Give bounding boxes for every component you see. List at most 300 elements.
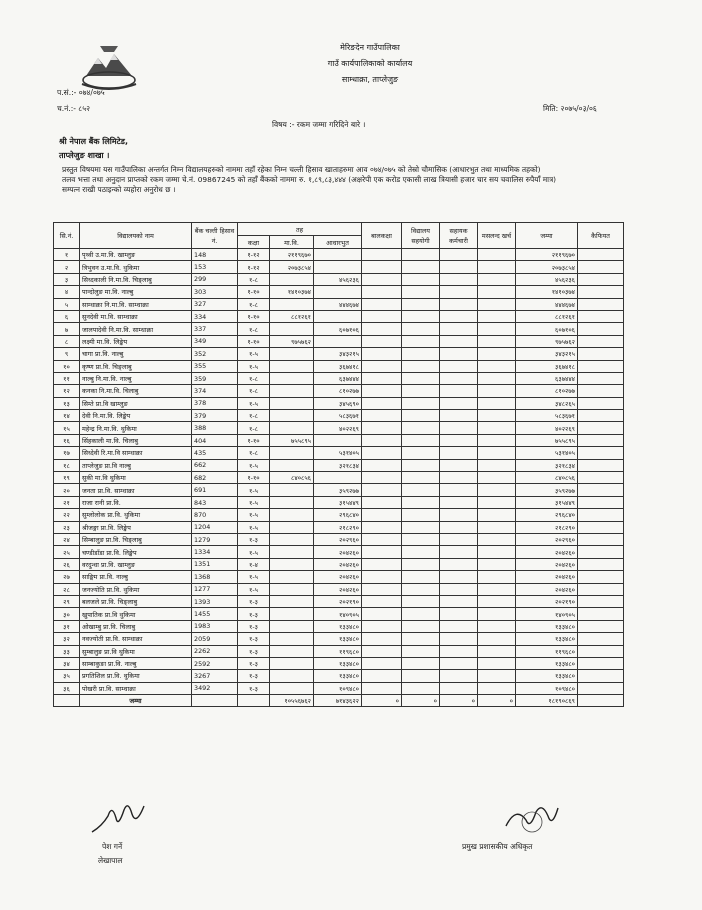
header-grade: कक्षा: [238, 236, 270, 249]
cell-sn: ९: [54, 348, 80, 360]
cell-name: खुपातिक प्रा.वि थुकिमा: [80, 608, 192, 620]
cell-sn: १८: [54, 459, 80, 471]
header-sn: सि.नं.: [54, 223, 80, 249]
cell-grade: १-३: [238, 533, 270, 545]
cell-sec: [270, 410, 314, 422]
table-row: [54, 657, 624, 669]
table-row: [54, 360, 624, 372]
cell-grade: १-५: [238, 583, 270, 595]
table-row: [54, 434, 624, 446]
cell-total: ६३७४४४: [516, 372, 578, 384]
cell-basic: १४०९०५: [314, 608, 362, 620]
cell-sn: १५: [54, 422, 80, 434]
cell-total: २९६८४०: [516, 509, 578, 521]
cell-sn: १: [54, 249, 80, 261]
cell-basic: १३३४८०: [314, 633, 362, 645]
cell-sec: [270, 360, 314, 372]
cell-basic: ३१५४४९: [314, 496, 362, 508]
cell-name: पोखरी प्रा.वि. साम्धाक्रा: [80, 682, 192, 694]
cell-grade: १-८: [238, 447, 270, 459]
table-row: [54, 496, 624, 508]
cell-sn: ३४: [54, 657, 80, 669]
cell-total: २०४२६०: [516, 583, 578, 595]
cell-grade: १-१०: [238, 335, 270, 347]
table-row: [54, 533, 624, 545]
table-row: [54, 608, 624, 620]
cell-sec: ९७५७६२: [270, 335, 314, 347]
cell-basic: १०९४८०: [314, 682, 362, 694]
cell-name: राजा रानी प्रा.वि.: [80, 496, 192, 508]
cell-basic: ६३७४४४: [314, 372, 362, 384]
cell-sec: [270, 558, 314, 570]
cell-name: सुनदेवी मा.वि. साम्धाक्रा: [80, 310, 192, 322]
cell-sn: २६: [54, 558, 80, 570]
cell-basic: ३६७४१८: [314, 360, 362, 372]
cell-grade: १-३: [238, 670, 270, 682]
cell-grade: १-५: [238, 546, 270, 558]
cell-acc: 303: [192, 286, 238, 298]
cell-total: ३४८२६५: [516, 397, 578, 409]
cell-grade: १-५: [238, 348, 270, 360]
cell-name: जनता प्रा.वि. साम्धाक्रा: [80, 484, 192, 496]
table-row: [54, 595, 624, 607]
cell-sec: ८४०८५६: [270, 472, 314, 484]
cell-basic: [314, 261, 362, 273]
cell-sn: २७: [54, 571, 80, 583]
cell-basic: १३३४८०: [314, 657, 362, 669]
cell-name: साङ्घिम प्रा.वि. नाल्बु: [80, 571, 192, 583]
cell-sn: २२: [54, 509, 80, 521]
cell-acc: 1279: [192, 533, 238, 545]
cell-sec: [270, 670, 314, 682]
cell-acc: 1368: [192, 571, 238, 583]
cell-sec: [270, 583, 314, 595]
cell-grade: १-३: [238, 682, 270, 694]
cell-basic: ३४५६९०: [314, 397, 362, 409]
table-row: [54, 410, 624, 422]
cell-name: साम्बाकुङा प्रा.वि. नाल्बु: [80, 657, 192, 669]
cell-total: ४५६२३६: [516, 273, 578, 285]
cell-acc: 1455: [192, 608, 238, 620]
cell-name: श्रीजङ्गा प्रा.वि. लिङ्खेप: [80, 521, 192, 533]
table-row: [54, 472, 624, 484]
table-row: [54, 385, 624, 397]
cell-grade: १-८: [238, 422, 270, 434]
cell-total: ३४३२१५: [516, 348, 578, 360]
cell-basic: ३४३२१५: [314, 348, 362, 360]
cell-acc: 337: [192, 323, 238, 335]
cell-sn: ४: [54, 286, 80, 298]
table-row: [54, 310, 624, 322]
header-account: बैंक चल्ती हिसाव नं.: [192, 223, 238, 249]
cell-basic: २९६८४०: [314, 509, 362, 521]
cell-sec: [270, 682, 314, 694]
totals-label: जम्मा: [80, 695, 192, 707]
table-row: [54, 261, 624, 273]
cell-sn: १०: [54, 360, 80, 372]
table-row: [54, 645, 624, 657]
cell-name: वरदुन्धा प्रा.वि. खाम्लुङ: [80, 558, 192, 570]
cell-total: २११९६७०: [516, 249, 578, 261]
dispatch-number: च.नं.:- ८५२: [57, 104, 91, 113]
cell-total: ९७५७६२: [516, 335, 578, 347]
cell-total: ५३१४०५: [516, 447, 578, 459]
cell-sec: [270, 657, 314, 669]
cell-name: बलजले प्रा.वि. चिङ्लाबु: [80, 595, 192, 607]
cell-grade: १-५: [238, 509, 270, 521]
cell-sec: २०७३८५४: [270, 261, 314, 273]
cell-name: जनज्योति प्रा.वि. थुकिमा: [80, 583, 192, 595]
cell-sec: [270, 595, 314, 607]
cell-basic: ६०७१०६: [314, 323, 362, 335]
cell-grade: १-३: [238, 645, 270, 657]
cell-sn: ११: [54, 372, 80, 384]
addressee-bank: श्री नेपाल बैंक लिमिटेड,: [59, 137, 128, 146]
cell-acc: 1277: [192, 583, 238, 595]
cell-basic: २०२१९०: [314, 595, 362, 607]
cell-grade: १-५: [238, 521, 270, 533]
body-line-3: सम्पत्न राखी पठाइन्को व्यहोरा अनुरोध छ ।: [62, 185, 176, 195]
cell-basic: ५८३६७१: [314, 410, 362, 422]
cell-acc: 3267: [192, 670, 238, 682]
cell-basic: १३३४८०: [314, 670, 362, 682]
cell-sn: ३५: [54, 670, 80, 682]
table-row: [54, 323, 624, 335]
cell-name: साम्धाक्रा नि.मा.वि. साम्धाक्रा: [80, 298, 192, 310]
cell-sec: १४१०३७४: [270, 286, 314, 298]
cell-total: २०२१९०: [516, 595, 578, 607]
cell-sec: [270, 484, 314, 496]
cell-acc: 327: [192, 298, 238, 310]
cell-sec: २११९६७०: [270, 249, 314, 261]
cell-basic: [314, 472, 362, 484]
table-row: [54, 521, 624, 533]
cell-sec: [270, 496, 314, 508]
cell-acc: 299: [192, 273, 238, 285]
cell-basic: ३२१८३४: [314, 459, 362, 471]
cell-sn: २३: [54, 521, 80, 533]
school-funds-table: [53, 222, 624, 707]
cell-sn: २५: [54, 546, 80, 558]
cell-grade: १-५: [238, 459, 270, 471]
cell-sn: २१: [54, 496, 80, 508]
cell-name: ओखाम्बु प्रा.वि. चिलाबु: [80, 620, 192, 632]
cell-acc: 843: [192, 496, 238, 508]
office-name: मेरिङदेन गाउँपालिका: [340, 43, 400, 52]
cell-sn: २९: [54, 595, 80, 607]
cell-sec: [270, 273, 314, 285]
cell-acc: 374: [192, 385, 238, 397]
totals-kindergarten: ०: [362, 695, 402, 707]
cell-acc: 352: [192, 348, 238, 360]
cell-name: सिंहकाली मा.वि. चिलाबु: [80, 434, 192, 446]
cell-sec: [270, 348, 314, 360]
cell-name: सिध्देवी रि.मा.वि साम्धाक्रा: [80, 447, 192, 459]
prepared-by-role: लेखापाल: [98, 856, 123, 865]
table-row: [54, 273, 624, 285]
table-row: [54, 447, 624, 459]
header-school-name: विद्यालयको नाम: [80, 223, 192, 249]
table-row: [54, 397, 624, 409]
table-row: [54, 558, 624, 570]
cell-basic: [314, 434, 362, 446]
cell-sn: ३: [54, 273, 80, 285]
totals-assistant: ०: [440, 695, 478, 707]
office-address: साम्धाक्रा, ताप्लेजुङ: [341, 75, 399, 84]
cell-total: २१८२९०: [516, 521, 578, 533]
cell-grade: १-१२: [238, 249, 270, 261]
totals-basic: ७१४३६२२: [314, 695, 362, 707]
cell-grade: १-५: [238, 496, 270, 508]
body-line-1: प्रस्तुत विषयमा यस गाउँपालिका अन्तर्गत निम्न विद्यालयहरुको नाममा तहाँ रहेका निम्न चल्ती हिसाव खाताहरुमा आव ०७४/०७५ को तेस्रो चौमासिक (आधारभुत तथा माध्यमिक तहको): [62, 165, 541, 174]
approver-title: प्रमुख प्रशासकीय अधिकृत: [462, 842, 533, 851]
cell-grade: १-५: [238, 397, 270, 409]
cell-sec: ८८१२६१: [270, 310, 314, 322]
cell-total: १३३४८०: [516, 620, 578, 632]
cell-grade: १-१०: [238, 310, 270, 322]
table-row: [54, 571, 624, 583]
cell-name: चागा प्रा.वि. नाल्बु: [80, 348, 192, 360]
cell-sec: [270, 620, 314, 632]
cell-basic: [314, 249, 362, 261]
cell-acc: 870: [192, 509, 238, 521]
cell-sec: [270, 509, 314, 521]
cell-acc: 148: [192, 249, 238, 261]
cell-grade: १-१०: [238, 434, 270, 446]
cell-total: ६०७१०६: [516, 323, 578, 335]
cell-acc: 388: [192, 422, 238, 434]
cell-grade: १-३: [238, 633, 270, 645]
cell-name: लक्ष्मी मा.वि. लिङ्खेप: [80, 335, 192, 347]
cell-sec: [270, 323, 314, 335]
cell-acc: 2262: [192, 645, 238, 657]
cell-name: महेन्द्र नि.मा.वि. थुकिमा: [80, 422, 192, 434]
cell-name: नवज्योती प्रा.वि. साम्धाक्रा: [80, 633, 192, 645]
cell-acc: 662: [192, 459, 238, 471]
cell-sn: ७: [54, 323, 80, 335]
cell-grade: १-८: [238, 323, 270, 335]
cell-name: कनका नि.मा.वि. चिलाबु: [80, 385, 192, 397]
cell-total: २०४२६०: [516, 546, 578, 558]
cell-basic: ५३१४०५: [314, 447, 362, 459]
cell-name: चण्डीडाँडा प्रा.वि. लिङ्खेप: [80, 546, 192, 558]
cell-acc: 2592: [192, 657, 238, 669]
cell-name: सुम्लोलोक प्रा.वि. थुकिमा: [80, 509, 192, 521]
header-kindergarten: बालकक्षा: [362, 223, 402, 249]
cell-basic: २०४२६०: [314, 546, 362, 558]
cell-name: त्रिभुवन उ.मा.वि. थुकिमा: [80, 261, 192, 273]
cell-acc: 1204: [192, 521, 238, 533]
cell-total: ८१०२७७: [516, 385, 578, 397]
cell-acc: 3492: [192, 682, 238, 694]
cell-sec: [270, 459, 314, 471]
cell-name: पृथ्वी उ.मा.वि. खाम्लुङ: [80, 249, 192, 261]
cell-sn: १६: [54, 434, 80, 446]
letter-body: [62, 165, 622, 196]
cell-total: २०२९६०: [516, 533, 578, 545]
cell-acc: 1393: [192, 595, 238, 607]
cell-total: २०४२६०: [516, 571, 578, 583]
cell-name: सुकी मा.वि थुकिमा: [80, 472, 192, 484]
cell-grade: १-३: [238, 595, 270, 607]
cell-total: १३३४८०: [516, 633, 578, 645]
cell-acc: 1983: [192, 620, 238, 632]
cell-total: ३६७४१८: [516, 360, 578, 372]
cell-basic: २०२९६०: [314, 533, 362, 545]
cell-basic: ४५६२३६: [314, 273, 362, 285]
header-school-aid: विद्यालय सहयोगी: [402, 223, 440, 249]
cell-name: जालपादेवी नि.मा.वि. साम्धाक्रा: [80, 323, 192, 335]
cell-acc: 1351: [192, 558, 238, 570]
table-row: [54, 348, 624, 360]
body-line-2: तलव भत्ता तथा अनुदान प्राप्तको रकम जम्मा चे.नं. 09867245 को तहाँ बैंकको नाममा रु. १,८९,८३,४४४ (अक्षरेपी एक करोड एकासी लाख त्रियासी हजार चार सय चवालिस रुपैयाँ मात्र): [62, 175, 557, 185]
table-row: [54, 620, 624, 632]
table-row: [54, 670, 624, 682]
table-row: [54, 682, 624, 694]
cell-basic: [314, 335, 362, 347]
cell-sn: ३६: [54, 682, 80, 694]
header-basic: आधारभुत: [314, 236, 362, 249]
cell-grade: १-८: [238, 298, 270, 310]
cell-acc: 682: [192, 472, 238, 484]
cell-sn: २४: [54, 533, 80, 545]
cell-basic: १३३४८०: [314, 620, 362, 632]
cell-sn: ५: [54, 298, 80, 310]
cell-grade: १-५: [238, 484, 270, 496]
cell-acc: 378: [192, 397, 238, 409]
cell-sec: [270, 546, 314, 558]
cell-total: ८४०८५६: [516, 472, 578, 484]
table-row: [54, 372, 624, 384]
cell-sn: २: [54, 261, 80, 273]
cell-sec: [270, 608, 314, 620]
cell-sn: १४: [54, 410, 80, 422]
cell-total: १३३४८०: [516, 670, 578, 682]
cell-acc: 153: [192, 261, 238, 273]
cell-total: २०७३८५४: [516, 261, 578, 273]
cell-grade: १-८: [238, 273, 270, 285]
cell-total: १०९४८०: [516, 682, 578, 694]
cell-basic: ११९६८०: [314, 645, 362, 657]
cell-acc: 1334: [192, 546, 238, 558]
cell-name: पान्दोलुङ मा.वि. नाल्बु: [80, 286, 192, 298]
header-assistant-staff: सहायक कर्मचारी: [440, 223, 478, 249]
totals-secondary: १०५५६७६२: [270, 695, 314, 707]
cell-grade: १-८: [238, 385, 270, 397]
cell-basic: २०४२६०: [314, 583, 362, 595]
cell-grade: १-१०: [238, 286, 270, 298]
cell-basic: २०४२६०: [314, 558, 362, 570]
cell-sec: [270, 571, 314, 583]
cell-sn: ३३: [54, 645, 80, 657]
cell-basic: ३५९२७७: [314, 484, 362, 496]
cell-grade: १-५: [238, 360, 270, 372]
cell-name: सिध्दकाली नि.मा.वि. चिङ्लाबु: [80, 273, 192, 285]
letter-date: मिति: २०७५/०३/०६: [543, 104, 597, 113]
cell-name: सुम्बालुङ प्रा.वि थुकिमा: [80, 645, 192, 657]
table-row: [54, 298, 624, 310]
cell-sn: ८: [54, 335, 80, 347]
cell-acc: 691: [192, 484, 238, 496]
cell-sn: ६: [54, 310, 80, 322]
cell-total: ४०२२६९: [516, 422, 578, 434]
totals-stationery: ०: [478, 695, 516, 707]
signature-left-icon: [88, 796, 148, 838]
cell-sn: ३२: [54, 633, 80, 645]
cell-sn: १७: [54, 447, 80, 459]
table-row: [54, 546, 624, 558]
cell-basic: २१८२९०: [314, 521, 362, 533]
cell-sec: [270, 521, 314, 533]
cell-grade: १-५: [238, 571, 270, 583]
government-emblem-icon: [78, 42, 140, 92]
cell-sn: २८: [54, 583, 80, 595]
cell-total: ५८३६७१: [516, 410, 578, 422]
cell-basic: २०४२६०: [314, 571, 362, 583]
cell-grade: १-१२: [238, 261, 270, 273]
addressee-branch: ताप्लेजुङ शाखा ।: [59, 151, 110, 160]
cell-sec: [270, 633, 314, 645]
cell-total: ३२१८३४: [516, 459, 578, 471]
cell-sec: [270, 298, 314, 310]
cell-basic: ८१०२७७: [314, 385, 362, 397]
table-row: [54, 484, 624, 496]
header-total: जम्मा: [516, 223, 578, 249]
table-row: [54, 422, 624, 434]
cell-basic: [314, 310, 362, 322]
cell-total: १४१०३७४: [516, 286, 578, 298]
cell-acc: 435: [192, 447, 238, 459]
totals-row: [54, 695, 624, 707]
cell-sn: १२: [54, 385, 80, 397]
table-row: [54, 249, 624, 261]
cell-total: २०४२६०: [516, 558, 578, 570]
cell-acc: 2059: [192, 633, 238, 645]
header-level: तह: [238, 223, 362, 236]
header-secondary: मा.वि.: [270, 236, 314, 249]
cell-sec: ७५५८९५: [270, 434, 314, 446]
cell-sn: १३: [54, 397, 80, 409]
cell-total: ३१५४४९: [516, 496, 578, 508]
cell-acc: 355: [192, 360, 238, 372]
cell-total: ७५५८९५: [516, 434, 578, 446]
cell-name: देवी नि.मा.वि. लिङ्खेप: [80, 410, 192, 422]
cell-sec: [270, 645, 314, 657]
signature-right-icon: [500, 800, 560, 840]
cell-grade: १-३: [238, 620, 270, 632]
cell-total: ३५९२७७: [516, 484, 578, 496]
cell-sec: [270, 397, 314, 409]
cell-acc: 359: [192, 372, 238, 384]
totals-school-aid: ०: [402, 695, 440, 707]
cell-grade: १-३: [238, 608, 270, 620]
cell-sec: [270, 372, 314, 384]
cell-grade: १-४: [238, 558, 270, 570]
cell-sn: ३०: [54, 608, 80, 620]
cell-basic: ४०२२६९: [314, 422, 362, 434]
cell-grade: १-३: [238, 657, 270, 669]
cell-total: ८८१२६१: [516, 310, 578, 322]
table-row: [54, 335, 624, 347]
header-stationery: मसलन्द खर्च: [478, 223, 516, 249]
cell-grade: १-१०: [238, 472, 270, 484]
table-row: [54, 459, 624, 471]
cell-name: प्रगतिशिल प्रा.वि. थुकिमा: [80, 670, 192, 682]
fiscal-year: प.सं.:- ०७४/०७५: [57, 88, 105, 97]
cell-sec: [270, 533, 314, 545]
cell-sec: [270, 385, 314, 397]
cell-basic: ४४४६७४: [314, 298, 362, 310]
